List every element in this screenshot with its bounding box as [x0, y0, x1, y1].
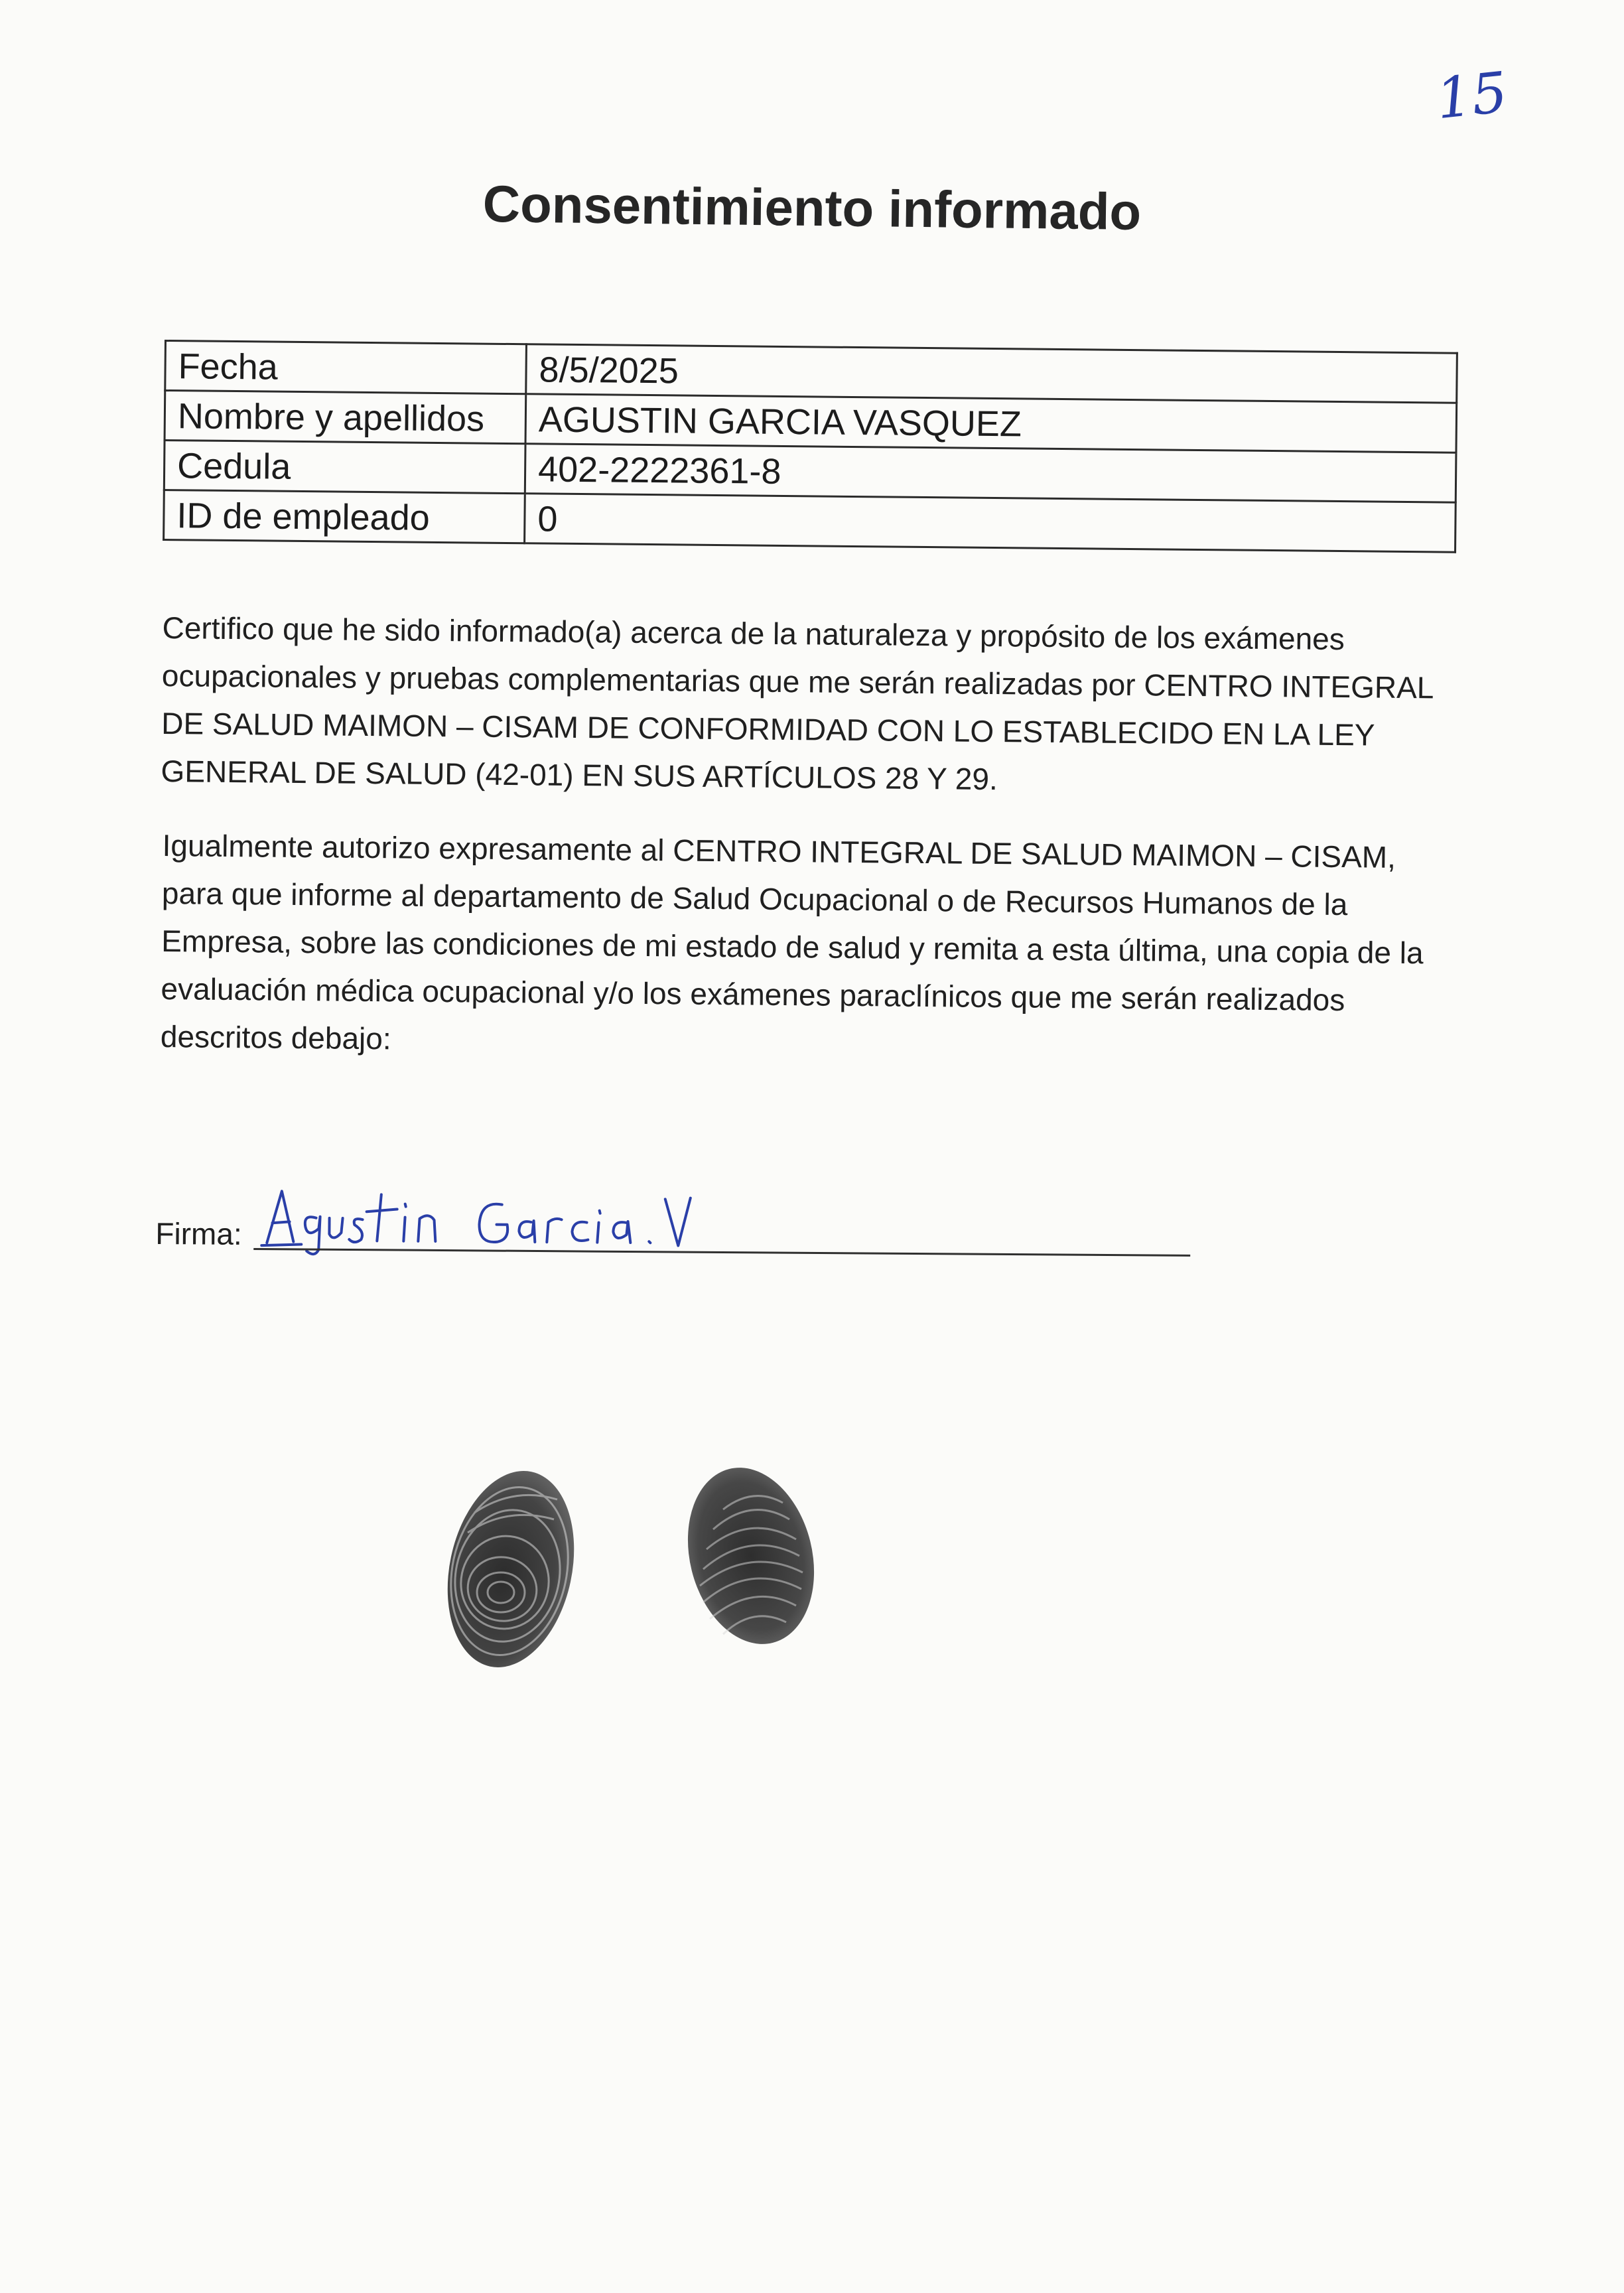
fingerprint-left-image: [441, 1460, 587, 1679]
date-label: Fecha: [165, 341, 527, 394]
id-card-label: Cedula: [164, 441, 525, 494]
date-value: 8/5/2025: [526, 344, 1457, 403]
full-name-value: AGUSTIN GARCIA VASQUEZ: [525, 394, 1457, 452]
full-name-label: Nombre y apellidos: [165, 391, 526, 444]
employee-info-table: [163, 340, 1458, 553]
handwritten-signature: [255, 1176, 813, 1260]
id-card-value: 402-2222361-8: [525, 444, 1456, 502]
signature-label: Firma:: [155, 1216, 242, 1251]
employee-id-value: 0: [525, 494, 1456, 552]
certification-paragraph: Certifico que he sido informado(a) acerca de la naturaleza y propósito de los exámenes ocupacionales y pruebas complementarias que me serán realizadas por CENTRO INTEGRAL DE SALUD MAIMON – CISAM DE CONFORMIDAD CON LO ESTABLECIDO EN LA LEY GENERAL DE SALUD (42-01) EN SUS ARTÍCULOS 28 Y 29.: [161, 610, 1433, 797]
page-number-handwritten: 15: [1433, 59, 1511, 132]
document-title: Consentimiento informado: [482, 174, 1142, 242]
authorization-paragraph: Igualmente autorizo expresamente al CENTRO INTEGRAL DE SALUD MAIMON – CISAM, para que informe al departamento de Salud Ocupacional o de Recursos Humanos de la Empresa, sobre las condiciones de mi estado de salud y remita a esta última, una copia de la evaluación médica ocupacional y/o los exámenes paraclínicos que me serán realizados descritos debajo:: [160, 827, 1424, 1056]
fingerprint-right-image: [677, 1456, 823, 1655]
employee-id-label: ID de empleado: [164, 490, 525, 543]
signature-field: [155, 1176, 1191, 1263]
